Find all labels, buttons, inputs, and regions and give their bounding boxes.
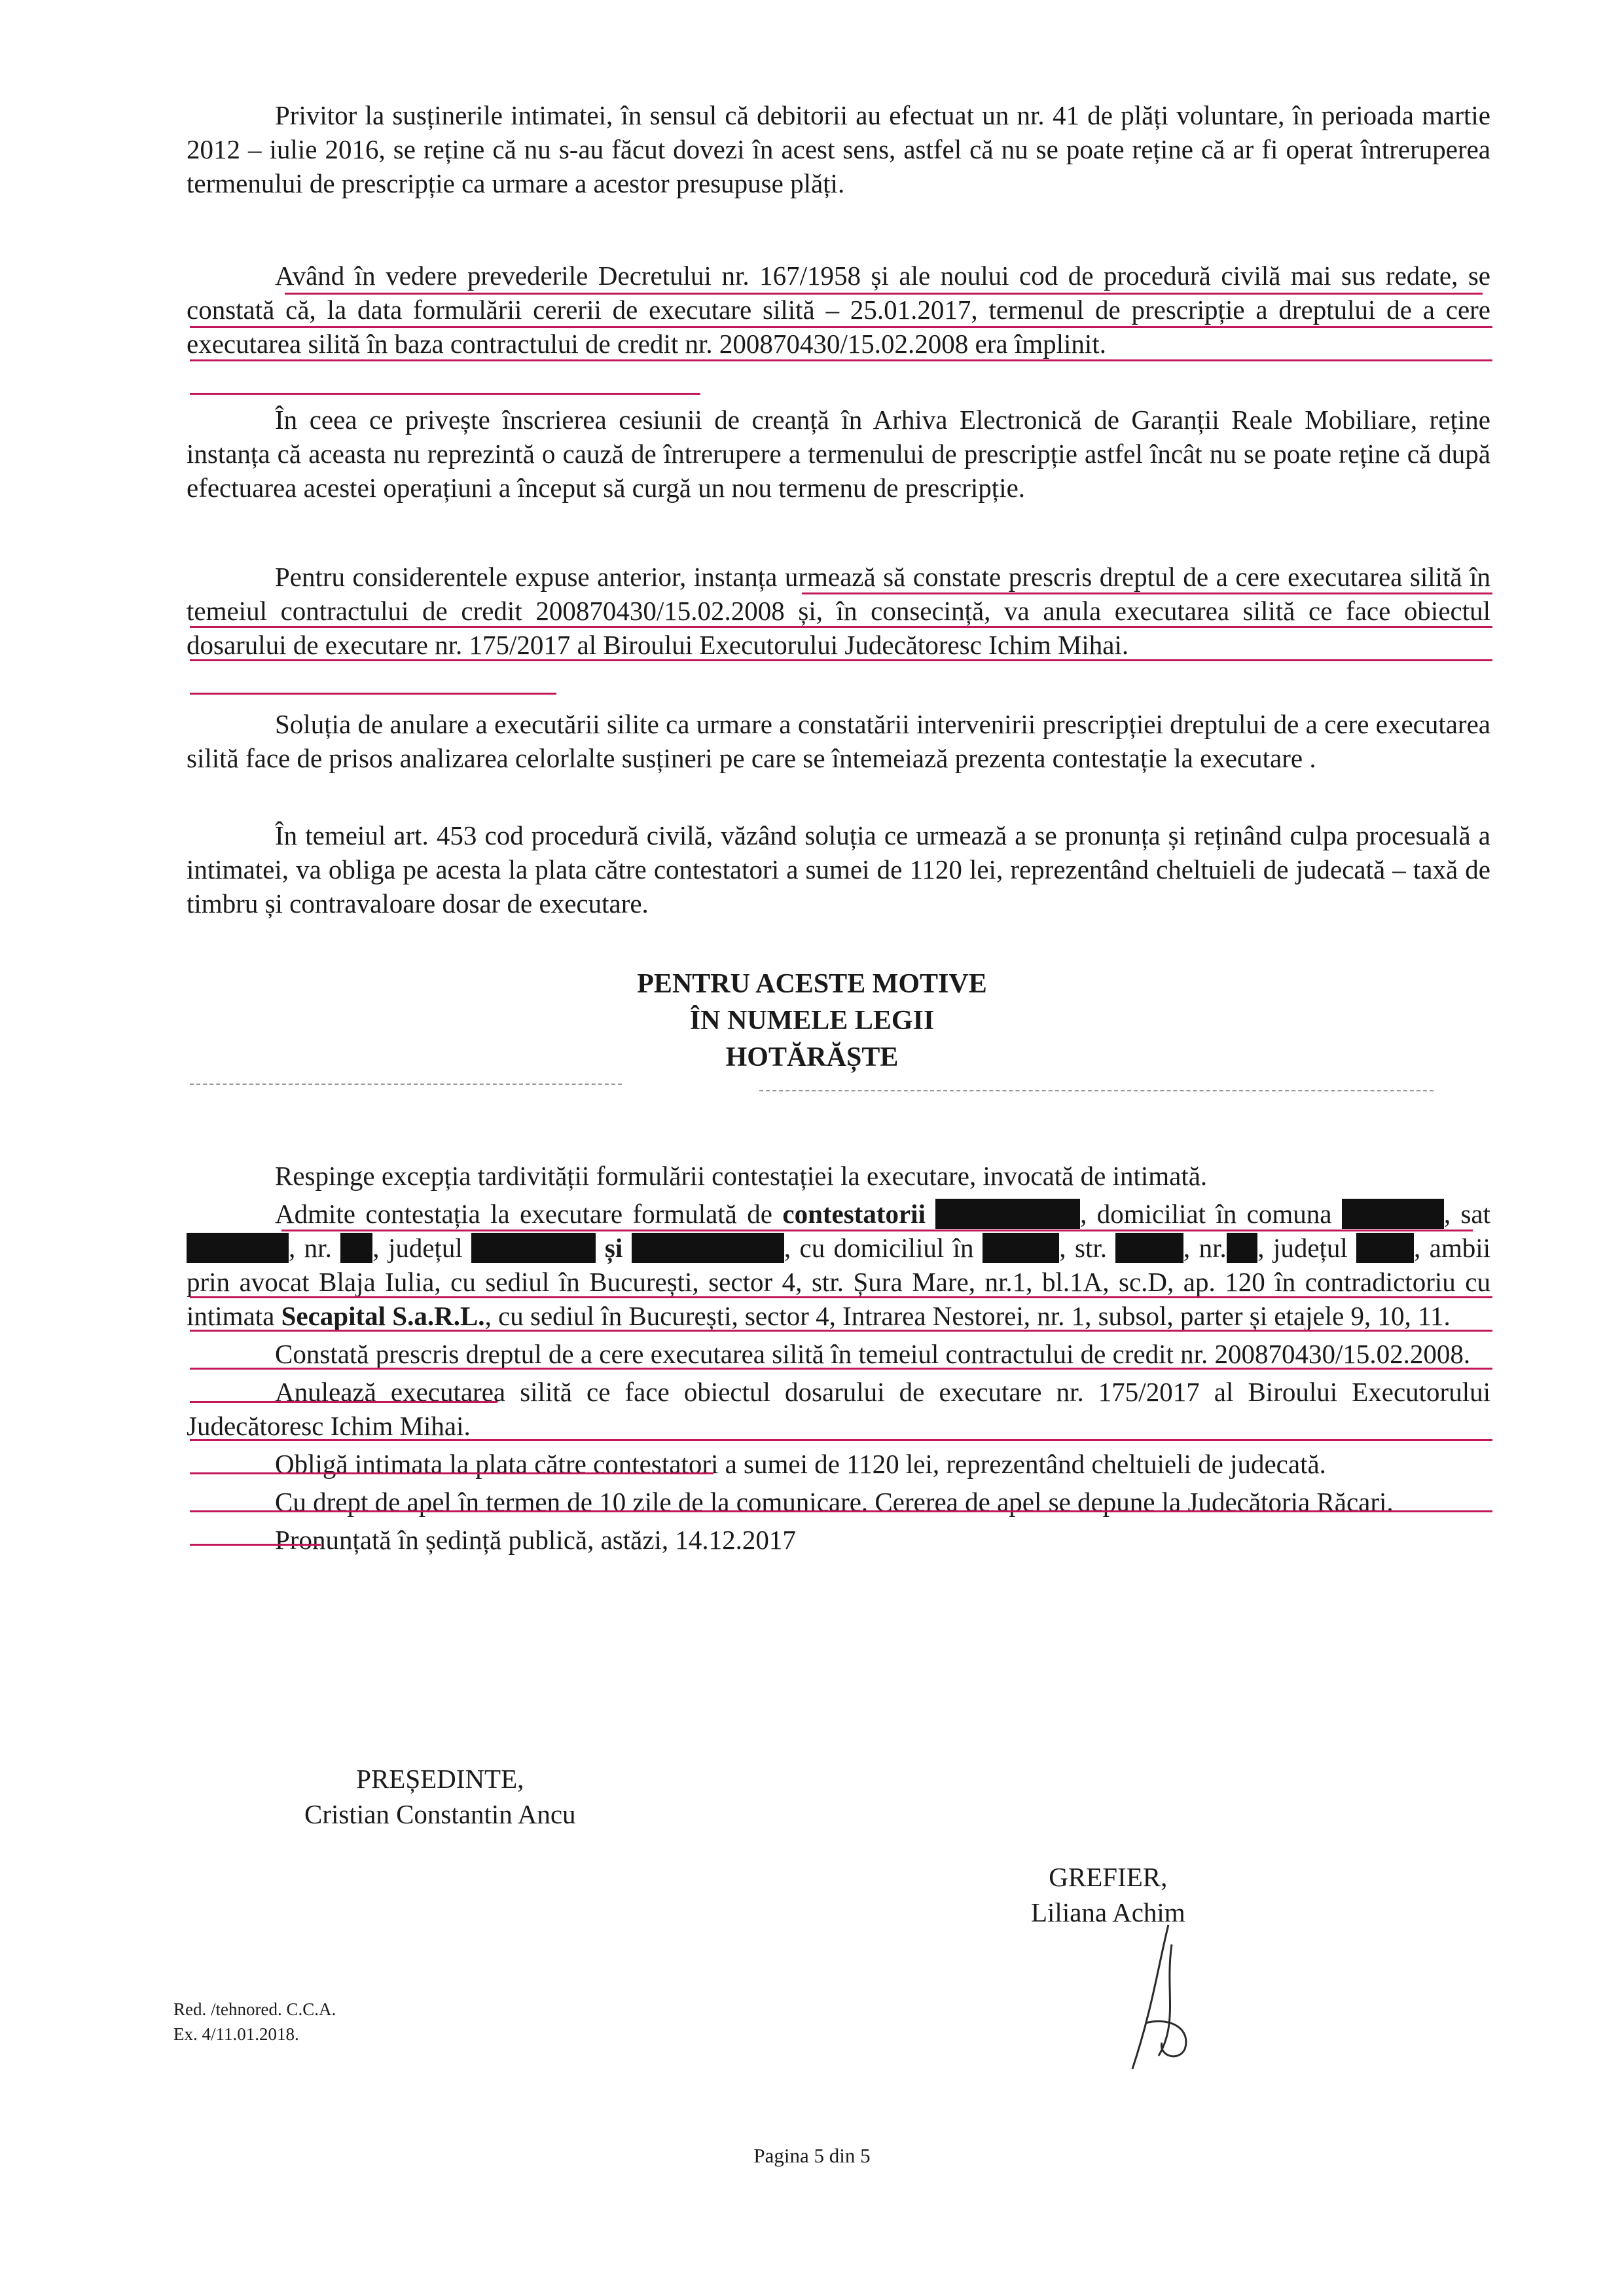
heading-line-2: ÎN NUMELE LEGII bbox=[689, 1006, 935, 1036]
text-segment: , nr. bbox=[1183, 1233, 1227, 1263]
redacted-text: Ilfov bbox=[1356, 1233, 1414, 1263]
annotation-underline bbox=[190, 1472, 713, 1474]
redacted-text: Bulfea bbox=[983, 1233, 1059, 1263]
paragraph-1 bbox=[187, 98, 1490, 200]
paragraph-3 bbox=[187, 403, 1490, 505]
president-title: PREȘEDINTE, bbox=[356, 1764, 524, 1794]
heading-line-3: HOTĂRĂȘTE bbox=[725, 1042, 899, 1072]
respinge-paragraph: Respinge excepția tardivității formulării contestației la executare, invocată de intimată. bbox=[275, 1161, 1208, 1191]
paragraph-4 bbox=[187, 560, 1490, 662]
paragraph-text: Având în vedere prevederile Decretului nr. 167/1958 și ale noului cod de procedură civilă mai sus redate, se constată că, la data formulării cererii de executare silită – 25.01.2017, termenul de prescripție a dreptului de a cere executarea silită în baza contractului de credit nr. 200870430/15.02.2008 era împlinit. bbox=[187, 261, 1490, 359]
paragraph-text: În temeiul art. 453 cod procedură civilă, văzând soluția ce urmează a se pronunța și reținând culpa procesuală a intimatei, va obliga pe acesta la plata către contestatori a sumei de 1120 lei, reprezentând cheltuieli de judecată – taxă de timbru și contravaloare dosar de executare. bbox=[187, 820, 1490, 919]
grefier-name: Liliana Achim bbox=[1031, 1897, 1185, 1927]
redacted-text: Crevedia bbox=[187, 1233, 289, 1263]
redacted-text: Ene Marinela bbox=[632, 1233, 784, 1263]
anuleaza-paragraph: Anulează executarea silită ce face obiectul dosarului de executare nr. 175/2017 al Biroului Executorului Judecătoresc Ichim Mihai. bbox=[187, 1377, 1490, 1441]
redacted-text: Viilor bbox=[1115, 1233, 1183, 1263]
handwritten-signature-icon bbox=[1106, 1918, 1204, 2082]
redacted-text: 11 bbox=[1227, 1233, 1257, 1263]
redacted-text: Ene Valerica bbox=[935, 1199, 1080, 1229]
paragraph-text: Privitor la susținerile intimatei, în sensul că debitorii au efectuat un nr. 41 de plăți voluntare, în perioada martie 2012 – iulie 2016, se reține că nu s-au făcut dovezi în acest sens, astfel că nu se poate reține că ar fi operat întreruperea termenului de prescripție ca urmare a acestor presupuse plăți. bbox=[187, 100, 1490, 198]
heading-line-1: PENTRU ACESTE MOTIVE bbox=[637, 969, 987, 999]
president-name: Cristian Constantin Ancu bbox=[304, 1799, 576, 1829]
text-segment: Secapital S.a.R.L. bbox=[281, 1301, 485, 1331]
motive-heading bbox=[0, 966, 1624, 1076]
apel-paragraph: Cu drept de apel în termen de 10 zile de la comunicare. Cererea de apel se depune la Judecătoria Răcari. bbox=[275, 1487, 1394, 1517]
page-number: Pagina 5 din 5 bbox=[753, 2144, 871, 2167]
redactor-line-2: Ex. 4/11.01.2018. bbox=[173, 2024, 299, 2044]
dispositiv-section bbox=[187, 1159, 1490, 1561]
redactor-note bbox=[173, 1997, 336, 2047]
text-segment: , sat bbox=[1443, 1199, 1491, 1229]
annotation-underline bbox=[190, 1439, 1492, 1441]
redacted-text: Dâmbovița bbox=[471, 1233, 596, 1263]
annotation-underline bbox=[190, 693, 556, 695]
admite-paragraph bbox=[187, 1197, 1490, 1333]
paragraph-text: Pentru considerentele expuse anterior, instanța urmează să constate prescris dreptul de a cere executarea silită în temeiul contractului de credit 200870430/15.02.2008 și, în consecință, va anula executarea silită ce face obiectul dosarului de executare nr. 175/2017 al Biroului Executorului Judecătoresc Ichim Mihai. bbox=[187, 562, 1490, 660]
annotation-underline bbox=[281, 1230, 1473, 1231]
text-segment: contestatorii bbox=[782, 1199, 926, 1229]
annotation-underline bbox=[190, 1510, 1492, 1512]
text-segment: Admite contestația la executare formulată de bbox=[275, 1199, 783, 1229]
president-signature-block bbox=[304, 1761, 576, 1832]
text-segment: , județul bbox=[1257, 1233, 1357, 1263]
text-segment: , str. bbox=[1059, 1233, 1116, 1263]
text-segment: , județul bbox=[372, 1233, 472, 1263]
redactor-line-1: Red. /tehnored. C.C.A. bbox=[173, 1999, 336, 2019]
paragraph-5 bbox=[187, 707, 1490, 775]
annotation-underline bbox=[190, 359, 1492, 361]
scan-artifact-line bbox=[190, 1084, 622, 1085]
redacted-text: 64 bbox=[340, 1233, 372, 1263]
text-segment: , cu domiciliul în bbox=[784, 1233, 983, 1263]
constata-paragraph: Constată prescris dreptul de a cere executarea silită în temeiul contractului de credit nr. 200870430/15.02.2008. bbox=[275, 1339, 1471, 1369]
annotation-underline bbox=[190, 1330, 1492, 1332]
text-segment: și bbox=[596, 1233, 632, 1263]
grefier-title: GREFIER, bbox=[1049, 1862, 1168, 1892]
paragraph-6 bbox=[187, 818, 1490, 920]
annotation-underline bbox=[190, 1544, 321, 1546]
scan-artifact-line bbox=[759, 1090, 1434, 1091]
paragraph-text: Soluția de anulare a executării silite ca urmare a constatării intervenirii prescripției dreptului de a cere executarea silită face de prisos analizarea celorlalte susțineri pe care se întemeiază prezenta contestație la executare . bbox=[187, 709, 1490, 773]
text-segment: , cu sediul în București, sector 4, Intrarea Nestorei, nr. 1, subsol, parter și etajele 9, 10, 11. bbox=[484, 1301, 1451, 1331]
text-segment: , ambii prin avocat Blaja Iulia, cu sediul în București, sector 4, str. Șura Mare, nr.1, bl.1A, sc.D, ap. 120 în contradictoriu cu intimata bbox=[187, 1233, 1490, 1331]
redacted-text: Crevedia bbox=[1342, 1199, 1444, 1229]
annotation-underline bbox=[190, 326, 1492, 328]
annotation-underline bbox=[190, 1296, 1492, 1298]
annotation-underline bbox=[190, 1368, 1492, 1370]
paragraph-text: În ceea ce privește înscrierea cesiunii de creanță în Arhiva Electronică de Garanții Reale Mobiliare, reține instanța că aceasta nu reprezintă o cauză de întrerupere a termenului de prescripție astfel încât nu se poate reține că după efectuarea acestei operațiuni a început să curgă un nou termenu de prescripție. bbox=[187, 405, 1490, 503]
annotation-underline bbox=[190, 626, 1492, 628]
annotation-underline bbox=[190, 1401, 497, 1403]
annotation-underline bbox=[190, 659, 1492, 661]
text-segment: , nr. bbox=[288, 1233, 341, 1263]
annotation-underline bbox=[802, 592, 1492, 594]
annotation-underline bbox=[285, 293, 1483, 295]
text-segment: , domiciliat în comuna bbox=[1080, 1199, 1342, 1229]
obliga-paragraph: Obligă intimata la plata către contestatori a sumei de 1120 lei, reprezentând cheltuieli de judecată. bbox=[275, 1449, 1326, 1479]
pronuntata-paragraph: Pronunțată în ședință publică, astăzi, 14.12.2017 bbox=[275, 1525, 796, 1555]
paragraph-2 bbox=[187, 259, 1490, 361]
annotation-underline bbox=[190, 393, 700, 395]
